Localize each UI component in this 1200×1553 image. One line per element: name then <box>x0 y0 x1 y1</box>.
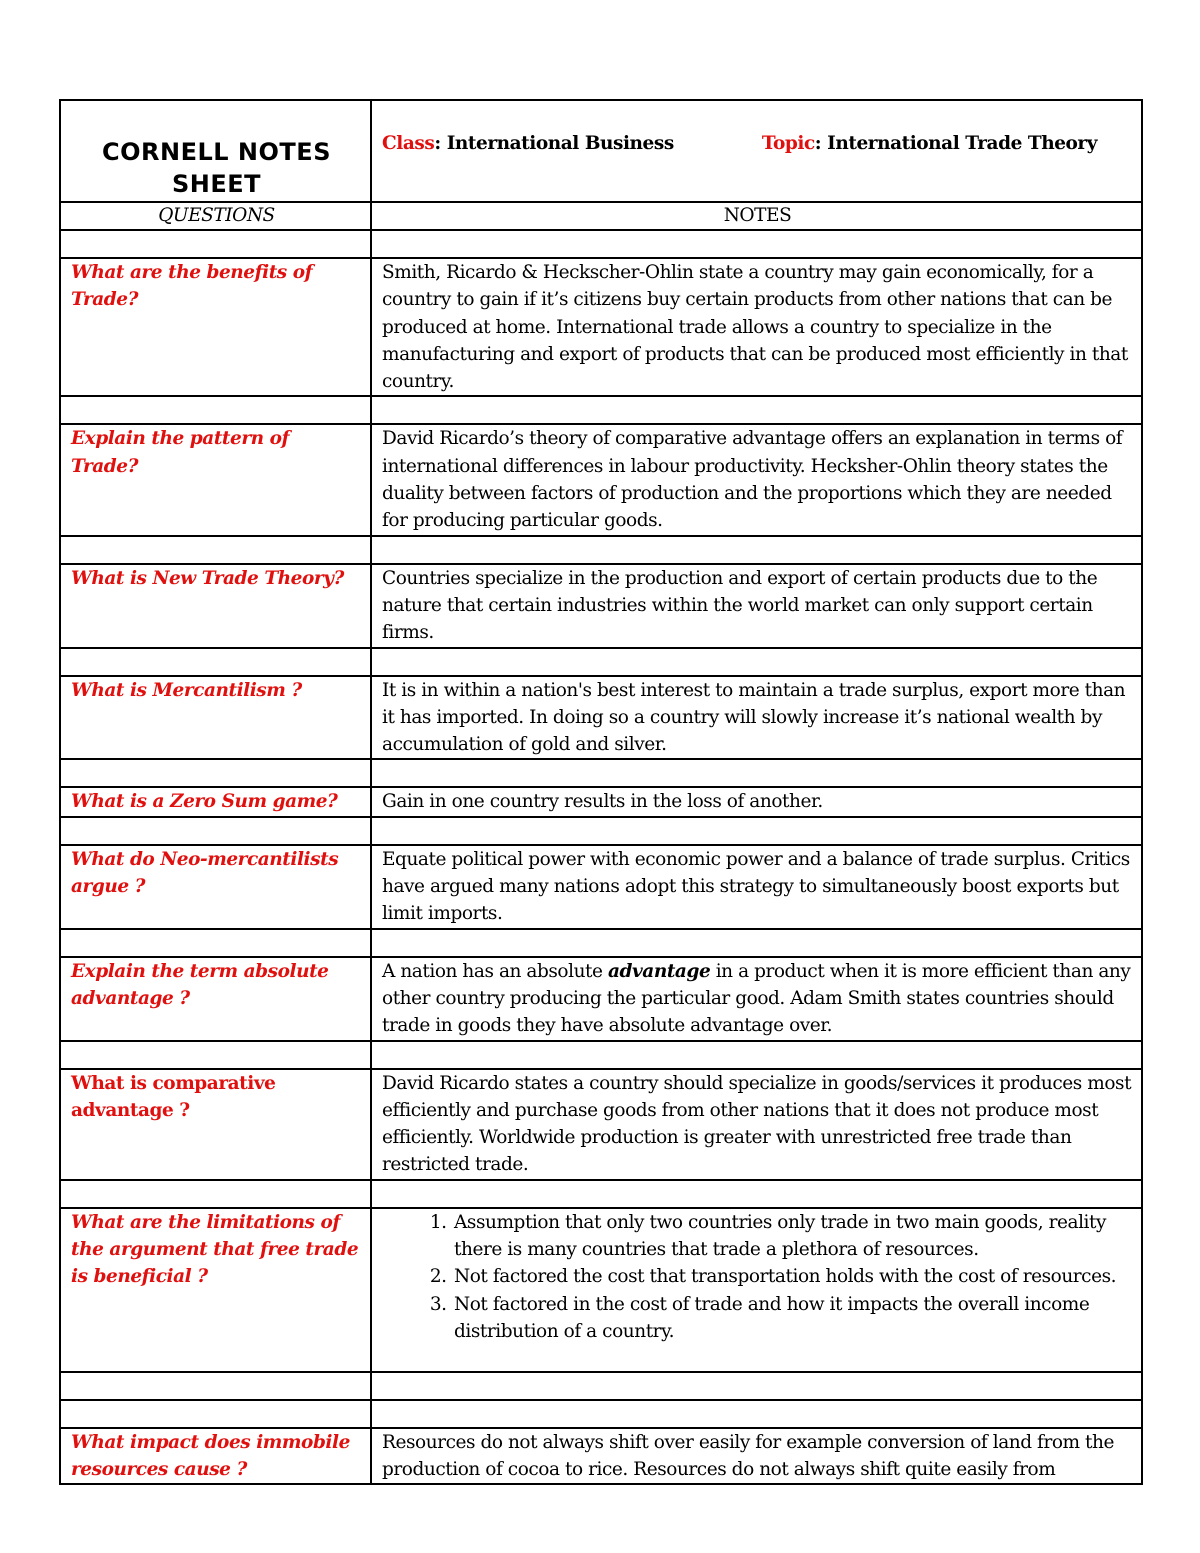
spacer-cell <box>60 817 371 845</box>
spacer-cell <box>371 536 1142 564</box>
spacer-cell <box>371 1372 1142 1400</box>
list-item: 1. Assumption that only two countries only trade in two main goods, reality there is many countries that trade a plethora of resources. <box>452 1209 1133 1264</box>
spacer-row <box>60 648 1142 676</box>
spacer-cell <box>371 929 1142 957</box>
entry-row <box>60 1069 1142 1180</box>
question-cell: What is a Zero Sum game? <box>60 787 371 816</box>
spacer-cell <box>60 1400 371 1428</box>
spacer-row <box>60 1372 1142 1400</box>
spacer-cell <box>371 1041 1142 1069</box>
notes-header: NOTES <box>371 202 1142 230</box>
sheet-title-line2: SHEET <box>171 170 262 198</box>
spacer-row <box>60 230 1142 258</box>
class-value: International Business <box>446 133 674 154</box>
note-cell: It is in within a nation's best interest to maintain a trade surplus, export more than it has imported. In doing so a country will slowly increase it’s national wealth by accumulation of gold and silver. <box>371 676 1142 760</box>
spacer-cell <box>371 1400 1142 1428</box>
cornell-notes-table <box>59 99 1143 1485</box>
entry-row <box>60 787 1142 816</box>
column-header-row <box>60 202 1142 230</box>
spacer-row <box>60 396 1142 424</box>
entry-row <box>60 424 1142 535</box>
spacer-cell <box>60 1180 371 1208</box>
spacer-row <box>60 1041 1142 1069</box>
sheet-title-line1: CORNELL NOTES <box>102 138 331 166</box>
spacer-cell <box>60 230 371 258</box>
topic-colon: : <box>814 133 828 154</box>
note-cell: David Ricardo states a country should specialize in goods/services it produces most efficiently and purchase goods from other nations that it does not produce most efficiently. Worldwide production is greater with unrestricted free trade than restricted trade. <box>371 1069 1142 1180</box>
class-colon: : <box>434 133 447 154</box>
question-cell: What are the limitations of the argument that free trade is beneficial ? <box>60 1208 371 1372</box>
class-label: Class <box>382 133 435 154</box>
entry-row <box>60 258 1142 396</box>
questions-header: QUESTIONS <box>60 202 371 230</box>
spacer-cell <box>60 759 371 787</box>
entry-row <box>60 1428 1142 1485</box>
spacer-cell <box>371 396 1142 424</box>
entry-row <box>60 676 1142 760</box>
entry-row <box>60 845 1142 929</box>
spacer-cell <box>371 1180 1142 1208</box>
spacer-cell <box>60 536 371 564</box>
spacer-cell <box>371 648 1142 676</box>
note-cell: David Ricardo’s theory of comparative advantage offers an explanation in terms of international differences in labour productivity. Hecksher-Ohlin theory states the duality between factors of production and the proportions which they are needed for producing particular goods. <box>371 424 1142 535</box>
spacer-row <box>60 759 1142 787</box>
note-text: A nation has an absolute <box>382 960 608 982</box>
question-cell: What do Neo-mercantilists argue ? <box>60 845 371 929</box>
entry-row <box>60 957 1142 1041</box>
question-cell: What impact does immobile resources cause ? <box>60 1428 371 1485</box>
class-topic-cell <box>371 100 1142 202</box>
spacer-cell <box>371 230 1142 258</box>
spacer-cell <box>371 817 1142 845</box>
spacer-cell <box>60 1041 371 1069</box>
spacer-row <box>60 1180 1142 1208</box>
note-cell: Countries specialize in the production and export of certain products due to the nature that certain industries within the world market can only support certain firms. <box>371 564 1142 648</box>
question-cell: Explain the pattern of Trade? <box>60 424 371 535</box>
note-cell: Smith, Ricardo & Heckscher-Ohlin state a country may gain economically, for a country to gain if it’s citizens buy certain products from other nations that can be produced at home. International trade allows a country to specialize in the manufacturing and export of products that can be produced most efficiently in that country. <box>371 258 1142 396</box>
spacer-cell <box>60 648 371 676</box>
question-cell: Explain the term absolute advantage ? <box>60 957 371 1041</box>
header-row <box>60 100 1142 202</box>
spacer-row <box>60 536 1142 564</box>
question-cell: What is New Trade Theory? <box>60 564 371 648</box>
question-cell: What is comparative advantage ? <box>60 1069 371 1180</box>
spacer-row <box>60 1400 1142 1428</box>
note-emphasis: advantage <box>607 960 711 982</box>
list-item: 2. Not factored the cost that transportation holds with the cost of resources. <box>452 1263 1133 1290</box>
note-text: in a product when it is more efficient than any other country producing the particular good. Adam Smith states countries should trade in goods they have absolute advantage over. <box>382 960 1131 1037</box>
spacer-row <box>60 817 1142 845</box>
spacer-cell <box>60 396 371 424</box>
note-cell <box>371 1208 1142 1372</box>
limitations-list <box>382 1209 1133 1345</box>
title-cell <box>60 100 371 202</box>
topic-label: Topic <box>761 133 815 154</box>
note-cell: Gain in one country results in the loss of another. <box>371 787 1142 816</box>
spacer-cell <box>371 759 1142 787</box>
spacer-row <box>60 929 1142 957</box>
note-cell: Equate political power with economic power and a balance of trade surplus. Critics have argued many nations adopt this strategy to simultaneously boost exports but limit imports. <box>371 845 1142 929</box>
spacer-cell <box>60 929 371 957</box>
list-item: 3. Not factored in the cost of trade and how it impacts the overall income distribution of a country. <box>452 1291 1133 1346</box>
topic-value: International Trade Theory <box>827 133 1098 154</box>
topic-group <box>762 130 1097 157</box>
entry-row <box>60 564 1142 648</box>
note-cell: Resources do not always shift over easily for example conversion of land from the production of cocoa to rice. Resources do not always shift quite easily from <box>371 1428 1142 1485</box>
entry-row <box>60 1208 1142 1372</box>
question-cell: What is Mercantilism ? <box>60 676 371 760</box>
question-cell: What are the benefits of Trade? <box>60 258 371 396</box>
spacer-cell <box>60 1372 371 1400</box>
note-cell <box>371 957 1142 1041</box>
